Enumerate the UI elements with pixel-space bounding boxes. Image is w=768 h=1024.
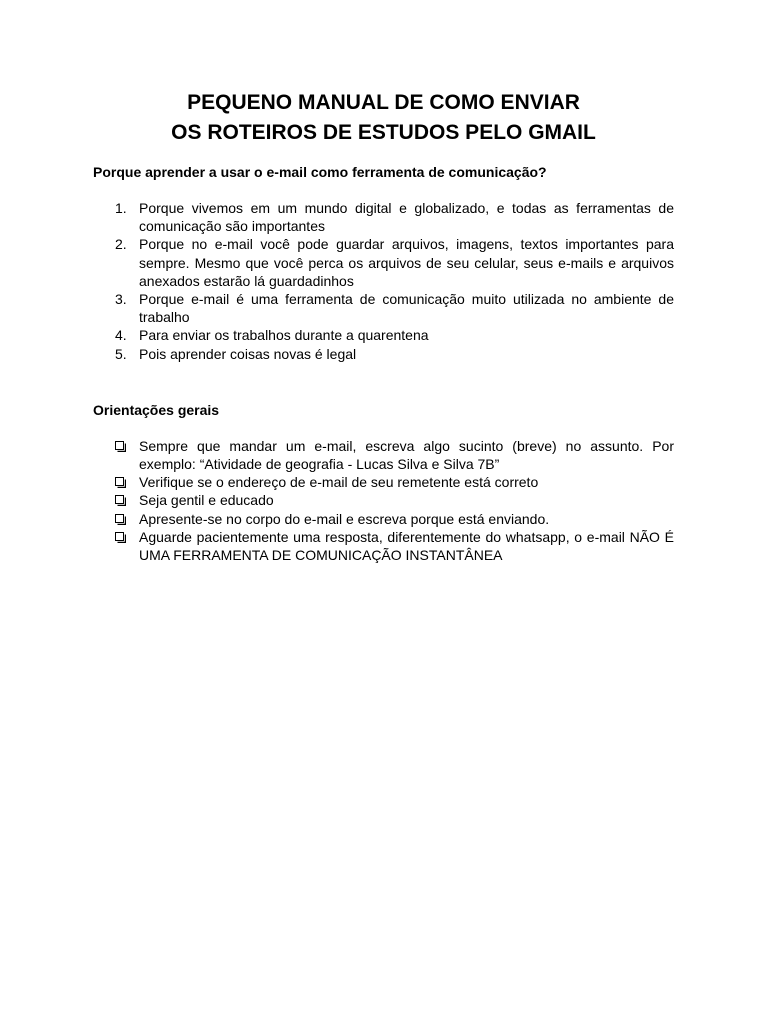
list-item-text: Porque vivemos em um mundo digital e globalizado, e todas as ferramentas de comunicação são importantes bbox=[139, 200, 674, 235]
list-item bbox=[93, 199, 674, 235]
list-item-text: Sempre que mandar um e-mail, escreva algo sucinto (breve) no assunto. Por exemplo: “Atividade de geografia - Lucas Silva e Silva 7B” bbox=[139, 437, 674, 473]
list-item-text: Apresente-se no corpo do e-mail e escreva porque está enviando. bbox=[139, 510, 550, 527]
list-number: 5. bbox=[115, 345, 127, 362]
checkbox-bullet-icon bbox=[115, 514, 126, 525]
list-item-text: Aguarde pacientemente uma resposta, diferentemente do whatsapp, o e-mail NÃO É UMA FERRAMENTA DE COMUNICAÇÃO INSTANTÂNEA bbox=[139, 528, 674, 564]
section-heading-guidelines: Orientações gerais bbox=[93, 401, 220, 418]
list-item bbox=[93, 510, 674, 528]
checkbox-bullet-icon bbox=[115, 477, 126, 488]
list-item-text: Porque no e-mail você pode guardar arquivos, imagens, textos importantes para sempre. Mesmo que você perca os arquivos de seu celular, seus e-mails e arquivos anexados estarão lá guardadinhos bbox=[139, 236, 674, 289]
reasons-list bbox=[93, 199, 674, 363]
list-item bbox=[93, 345, 674, 363]
list-item-text: Seja gentil e educado bbox=[139, 492, 274, 509]
document-page bbox=[93, 88, 674, 564]
checkbox-bullet-icon bbox=[115, 441, 126, 452]
checkbox-bullet-icon bbox=[115, 495, 126, 506]
list-number: 2. bbox=[115, 236, 127, 253]
title-line-1: PEQUENO MANUAL DE COMO ENVIAR bbox=[187, 91, 580, 114]
guidelines-list bbox=[93, 437, 674, 564]
list-number: 3. bbox=[115, 291, 127, 308]
section-heading-why: Porque aprender a usar o e-mail como ferramenta de comunicação? bbox=[93, 164, 547, 180]
list-item bbox=[93, 437, 674, 473]
document-title bbox=[93, 88, 674, 148]
checkbox-bullet-icon bbox=[115, 532, 126, 543]
list-item bbox=[93, 326, 674, 344]
list-number: 1. bbox=[115, 200, 127, 216]
list-item bbox=[93, 290, 674, 326]
list-item-text: Verifique se o endereço de e-mail de seu remetente está correto bbox=[139, 474, 539, 491]
list-item bbox=[93, 491, 674, 509]
list-item bbox=[93, 528, 674, 564]
list-item bbox=[93, 235, 674, 290]
title-line-2: OS ROTEIROS DE ESTUDOS PELO GMAIL bbox=[171, 121, 596, 144]
list-item-text: Pois aprender coisas novas é legal bbox=[139, 345, 357, 362]
list-number: 4. bbox=[115, 327, 127, 344]
list-item-text: Para enviar os trabalhos durante a quarentena bbox=[139, 327, 429, 344]
list-item-text: Porque e-mail é uma ferramenta de comunicação muito utilizada no ambiente de trabalho bbox=[139, 291, 674, 326]
list-item bbox=[93, 473, 674, 491]
